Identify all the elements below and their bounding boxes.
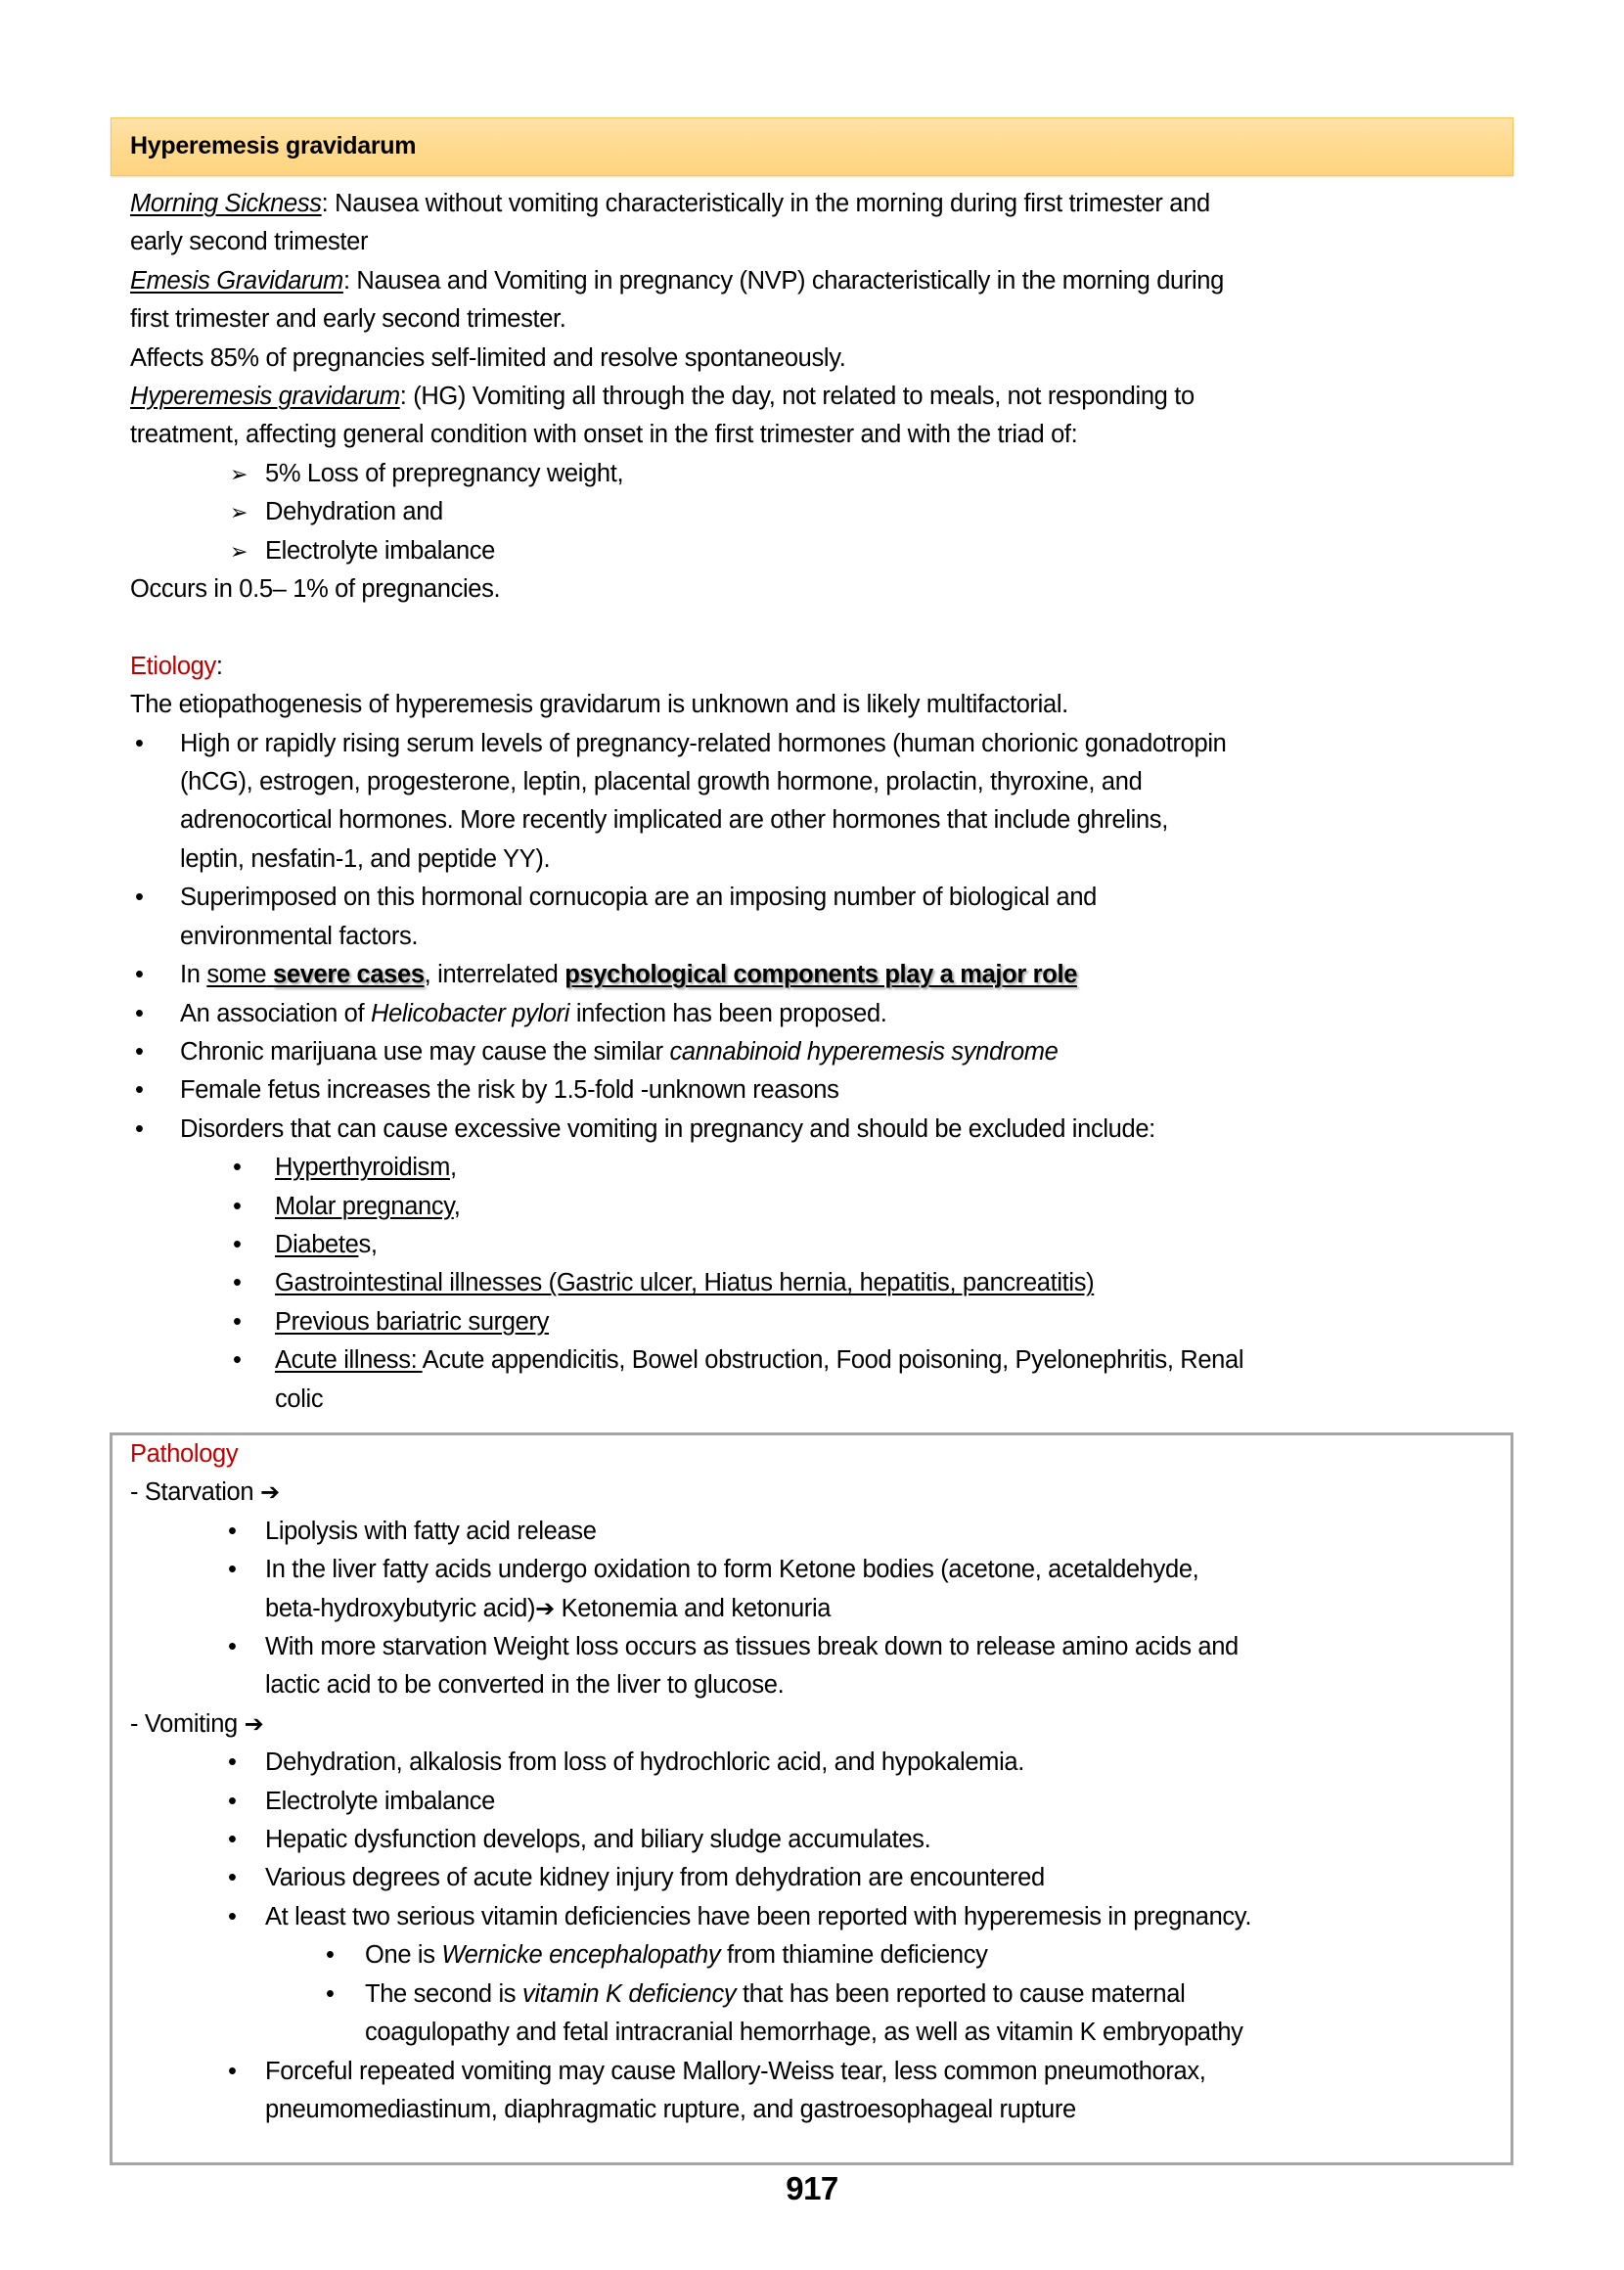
bullet-icon: • [326,1941,335,1970]
disorder-name: Hyperthyroidism [275,1154,450,1182]
list-item [130,1033,1519,1071]
list-text: Hepatic dysfunction develops, and biliary sludge accumulates. [265,1826,931,1854]
bullet-icon: • [228,1864,237,1892]
section-header [111,117,1513,176]
section-title: Hyperemesis gravidarum [130,132,417,159]
bullet-icon: • [135,1114,144,1143]
list-text: (hCG), estrogen, progesterone, leptin, placental growth hormone, prolactin, thyroxine, and [180,768,1143,796]
definition-text: : Nausea and Vomiting in pregnancy (NVP) characteristically in the morning during [342,266,1224,295]
term-emesis-gravidarum: Emesis Gravidarum [130,266,343,295]
list-text: Various degrees of acute kidney injury from dehydration are encountered [265,1864,1045,1892]
list-text: lactic acid to be converted in the liver to glucose. [265,1671,785,1700]
sub-list-item [130,1264,1519,1302]
bullet-icon: • [228,1902,237,1930]
triad-text: 5% Loss of prepregnancy weight, [265,459,624,487]
pathology-heading: Pathology [130,1440,239,1468]
list-item [130,725,1519,880]
arrowhead-bullet-icon: ➢ [230,500,248,525]
bullet-icon: • [233,1154,242,1182]
text: , [449,1154,457,1182]
text: The second is [365,1979,522,2008]
term-morning-sickness: Morning Sickness [130,190,322,217]
bullet-icon: • [233,1269,242,1297]
sub-list-item [130,1936,1511,1975]
definition-text: : Nausea without vomiting characteristically in the morning during first trimester and [321,190,1210,217]
list-text: adrenocortical hormones. More recently implicated are other hormones that include ghrelins, [180,806,1168,835]
list-text: At least two serious vitamin deficiencies have been reported with hyperemesis in pregnancy. [265,1902,1252,1930]
text: - Vomiting [130,1709,245,1738]
triad-item [130,532,1519,570]
incidence-text: Occurs in 0.5– 1% of pregnancies. [130,575,501,604]
definition-text: : (HG) Vomiting all through the day, not related to meals, not responding to [399,383,1195,411]
bullet-icon: • [135,729,144,757]
triad-text: Dehydration and [265,498,443,526]
list-item [130,1513,1511,1551]
right-arrow-icon: ➔ [535,1595,555,1622]
text: from thiamine deficiency [720,1941,988,1970]
text: Acute appendicitis, Bowel obstruction, Food poisoning, Pyelonephritis, Renal [422,1346,1244,1375]
definition-emesis-gravidarum [130,262,1519,300]
triad-item [130,455,1519,493]
bullet-icon: • [233,1307,242,1336]
text-some: some [206,961,267,989]
page-number: 917 [786,2170,838,2206]
bullet-icon: • [228,1826,237,1854]
text: coagulopathy and fetal intracranial hemorrhage, as well as vitamin K embryopathy [365,2019,1243,2047]
list-text: In the liver fatty acids undergo oxidation to form Ketone bodies (acetone, acetaldehyde, [265,1556,1199,1584]
sub-list-item [130,1188,1519,1226]
list-text: High or rapidly rising serum levels of pregnancy-related hormones (human chorionic gonadotropin [180,729,1227,757]
vomiting-label [130,1705,1511,1744]
bullet-icon: • [233,1230,242,1258]
italic-text: Helicobacter pylori [371,999,570,1027]
bullet-icon: • [228,1633,237,1661]
right-arrow-icon: ➔ [244,1710,264,1738]
term-hyperemesis: Hyperemesis gravidarum [130,383,400,411]
definition-text: treatment, affecting general condition with onset in the first trimester and with the triad of: [130,421,1078,449]
etiology-intro: The etiopathogenesis of hyperemesis gravidarum is unknown and is likely multifactorial. [130,691,1068,719]
emphasis-severe-cases: severe cases [273,961,425,989]
italic-text: vitamin K deficiency [521,1979,737,2008]
list-text: Superimposed on this hormonal cornucopia are an imposing number of biological and [180,884,1097,912]
text: An association of [180,999,371,1027]
list-text: Forceful repeated vomiting may cause Mallory-Weiss tear, less common pneumothorax, [265,2057,1206,2085]
disorder-name: Diabete [275,1230,359,1258]
text: In [180,961,207,989]
list-text [180,956,1519,994]
triad-text: Electrolyte imbalance [265,536,496,565]
arrowhead-bullet-icon: ➢ [230,461,248,486]
sub-list-item [130,1975,1511,2053]
text: that has been reported to cause maternal [736,1979,1186,2008]
bullet-icon: • [135,961,144,989]
list-text: With more starvation Weight loss occurs as tissues break down to release amino acids and [265,1633,1239,1661]
disorder-name: Molar pregnancy [275,1192,454,1220]
text: - Starvation [130,1478,260,1507]
list-item [130,1821,1511,1859]
disorder-name: Previous bariatric surgery [275,1307,550,1336]
sub-list-item [130,1303,1519,1341]
spacer [130,609,1519,647]
main-content [130,185,1519,1419]
affects-text: Affects 85% of pregnancies self-limited and resolve spontaneously. [130,343,846,372]
etiology-heading [130,648,1519,686]
definition-text: early second trimester [130,228,369,256]
list-text [180,995,1519,1033]
bullet-icon: • [135,1037,144,1066]
list-item [130,1111,1519,1149]
sub-list-item [130,1341,1519,1419]
text: s, [358,1230,378,1258]
list-item [130,995,1519,1033]
bullet-icon: • [135,999,144,1027]
bullet-icon: • [233,1346,242,1375]
list-item [130,1783,1511,1821]
bullet-icon: • [135,1076,144,1105]
disorder-name: Acute illness: [275,1346,423,1375]
disorder-name: Gastrointestinal illnesses (Gastric ulcer, Hiatus hernia, hepatitis, pancreatitis) [275,1269,1095,1297]
text: beta-hydroxybutyric acid) [265,1594,536,1622]
list-text: leptin, nesfatin-1, and peptide YY). [180,844,551,873]
bullet-icon: • [228,1556,237,1584]
list-text: Female fetus increases the risk by 1.5-fold -unknown reasons [180,1076,839,1105]
list-text: Electrolyte imbalance [265,1787,496,1815]
text: One is [365,1941,442,1970]
text: Chronic marijuana use may cause the similar [180,1037,670,1066]
bullet-icon: • [135,884,144,912]
list-item [130,2053,1511,2130]
pathology-content [130,1435,1511,2129]
bullet-icon: • [228,1787,237,1815]
bullet-icon: • [228,1748,237,1777]
sub-list-item [130,1226,1519,1264]
text: Ketonemia and ketonuria [554,1594,832,1622]
triad-item [130,493,1519,531]
bullet-icon: • [326,1979,335,2008]
bullet-icon: • [233,1192,242,1220]
list-text: pneumomediastinum, diaphragmatic rupture, and gastroesophageal rupture [265,2095,1076,2123]
list-text: Lipolysis with fatty acid release [265,1517,597,1545]
list-item [130,1628,1511,1705]
text: , interrelated [424,961,565,989]
list-item [130,1898,1511,1936]
text: , [453,1192,461,1220]
bullet-icon: • [228,1517,237,1545]
list-item [130,1859,1511,1897]
list-text: Disorders that can cause excessive vomiting in pregnancy and should be excluded include: [180,1114,1155,1143]
text: infection has been proposed. [569,999,887,1027]
italic-text: cannabinoid hyperemesis syndrome [669,1037,1059,1066]
sub-list-item [130,1149,1519,1187]
list-item [130,956,1519,994]
right-arrow-icon: ➔ [259,1479,280,1507]
text: colic [275,1385,324,1413]
list-item [130,1551,1511,1628]
definition-morning-sickness [130,185,1519,223]
heading-colon: : [215,652,223,680]
etiology-heading-text: Etiology [130,652,216,680]
bullet-icon: • [228,2057,237,2085]
list-text: environmental factors. [180,922,419,950]
arrowhead-bullet-icon: ➢ [230,538,248,564]
italic-text: Wernicke encephalopathy [441,1941,721,1970]
emphasis-psychological: psychological components play a major role [564,961,1078,989]
list-text: Dehydration, alkalosis from loss of hydrochloric acid, and hypokalemia. [265,1748,1024,1777]
definition-hyperemesis [130,378,1519,416]
list-item [130,1071,1519,1110]
list-item [130,879,1519,956]
list-text [180,1033,1519,1071]
list-item [130,1744,1511,1782]
definition-text: first trimester and early second trimester. [130,305,566,334]
starvation-label [130,1474,1511,1512]
